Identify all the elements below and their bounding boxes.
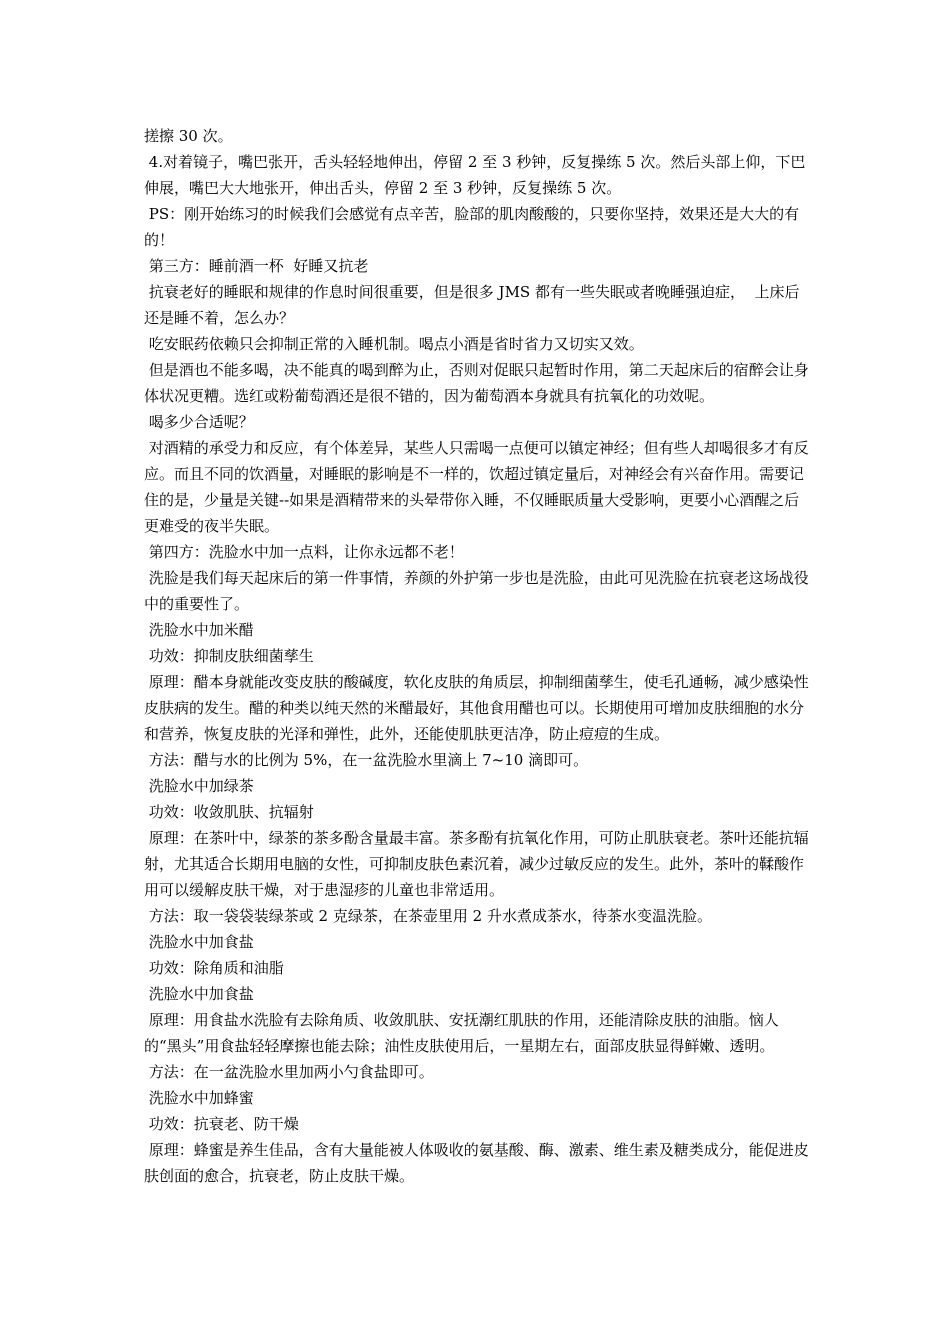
section-heading: 第四方：洗脸水中加一点料，让你永远都不老！ [144, 543, 464, 561]
method-line: 方法：在一盆洗脸水里加两小勺食盐即可。 [144, 1063, 434, 1081]
paragraph: 吃安眠药依赖只会抑制正常的入睡机制。喝点小酒是省时省力又切实又效。 [144, 335, 644, 353]
principle-paragraph: 原理：用食盐水洗脸有去除角质、收敛肌肤、安抚潮红肌肤的作用，还能清除皮肤的油脂。恼人的“黑头”用食盐轻轻摩擦也能去除；油性皮肤使用后，一星期左右，面部皮肤显得鲜嫩、透明。 [144, 1011, 779, 1055]
effect-line: 功效：抗衰老、防干燥 [144, 1115, 299, 1133]
paragraph: 对酒精的承受力和反应，有个体差异，某些人只需喝一点便可以镇定神经；但有些人却喝很多才有反应。而且不同的饮酒量，对睡眠的影响是不一样的，饮超过镇定量后，对神经会有兴奋作用。需要记住的是，少量是关键--如果是酒精带来的头晕带你入睡，不仅睡眠质量大受影响，更要小心酒醒之后更难受的夜半失眠。 [144, 439, 809, 535]
subsection-heading: 洗脸水中加蜂蜜 [144, 1089, 254, 1107]
paragraph: 4.对着镜子，嘴巴张开，舌头轻轻地伸出，停留 2 至 3 秒钟，反复操练 5 次。然后头部上仰，下巴伸展，嘴巴大大地张开，伸出舌头，停留 2 至 3 秒钟，反复操练 5 次。 [144, 153, 806, 197]
effect-line: 功效：收敛肌肤、抗辐射 [144, 803, 314, 821]
paragraph: 喝多少合适呢？ [144, 413, 254, 431]
paragraph: PS：刚开始练习的时候我们会感觉有点辛苦，脸部的肌肉酸酸的，只要你坚持，效果还是大大的有的！ [144, 205, 800, 249]
subsection-heading: 洗脸水中加食盐 [144, 933, 254, 951]
principle-paragraph: 原理：蜂蜜是养生佳品，含有大量能被人体吸收的氨基酸、酶、激素、维生素及糖类成分，能促进皮肤创面的愈合，抗衰老，防止皮肤干燥。 [144, 1141, 809, 1185]
effect-line: 功效：抑制皮肤细菌孳生 [144, 647, 314, 665]
subsection-heading: 洗脸水中加食盐 [144, 985, 254, 1003]
method-line: 方法：取一袋袋装绿茶或 2 克绿茶，在茶壶里用 2 升水煮成茶水，待茶水变温洗脸。 [144, 907, 712, 925]
principle-paragraph: 原理：在茶叶中，绿茶的茶多酚含量最丰富。茶多酚有抗氧化作用，可防止肌肤衰老。茶叶还能抗辐射，尤其适合长期用电脑的女性，可抑制皮肤色素沉着，减少过敏反应的发生。此外，茶叶的鞣酸作用可以缓解皮肤干燥，对于患湿疹的儿童也非常适用。 [144, 829, 809, 899]
subsection-heading: 洗脸水中加绿茶 [144, 777, 254, 795]
paragraph: 洗脸是我们每天起床后的第一件事情，养颜的外护第一步也是洗脸，由此可见洗脸在抗衰老这场战役中的重要性了。 [144, 569, 809, 613]
section-heading: 第三方：睡前酒一杯 好睡又抗老 [144, 257, 369, 275]
paragraph: 搓擦 30 次。 [144, 127, 233, 145]
subsection-heading: 洗脸水中加米醋 [144, 621, 254, 639]
effect-line: 功效：除角质和油脂 [144, 959, 284, 977]
document-body [144, 123, 814, 1189]
method-line: 方法：醋与水的比例为 5%，在一盆洗脸水里滴上 7~10 滴即可。 [144, 751, 589, 769]
principle-paragraph: 原理：醋本身就能改变皮肤的酸碱度，软化皮肤的角质层，抑制细菌孳生，使毛孔通畅，减少感染性皮肤病的发生。醋的种类以纯天然的米醋最好，其他食用醋也可以。长期使用可增加皮肤细胞的水分和营养，恢复皮肤的光泽和弹性，此外，还能使肌肤更洁净，防止痘痘的生成。 [144, 673, 809, 743]
paragraph: 抗衰老好的睡眠和规律的作息时间很重要，但是很多 JMS 都有一些失眠或者晚睡强迫症， 上床后还是睡不着，怎么办？ [144, 283, 800, 327]
paragraph: 但是酒也不能多喝，决不能真的喝到醉为止，否则对促眠只起暂时作用，第二天起床后的宿醉会让身体状况更糟。选红或粉葡萄酒还是很不错的，因为葡萄酒本身就具有抗氧化的功效呢。 [144, 361, 809, 405]
